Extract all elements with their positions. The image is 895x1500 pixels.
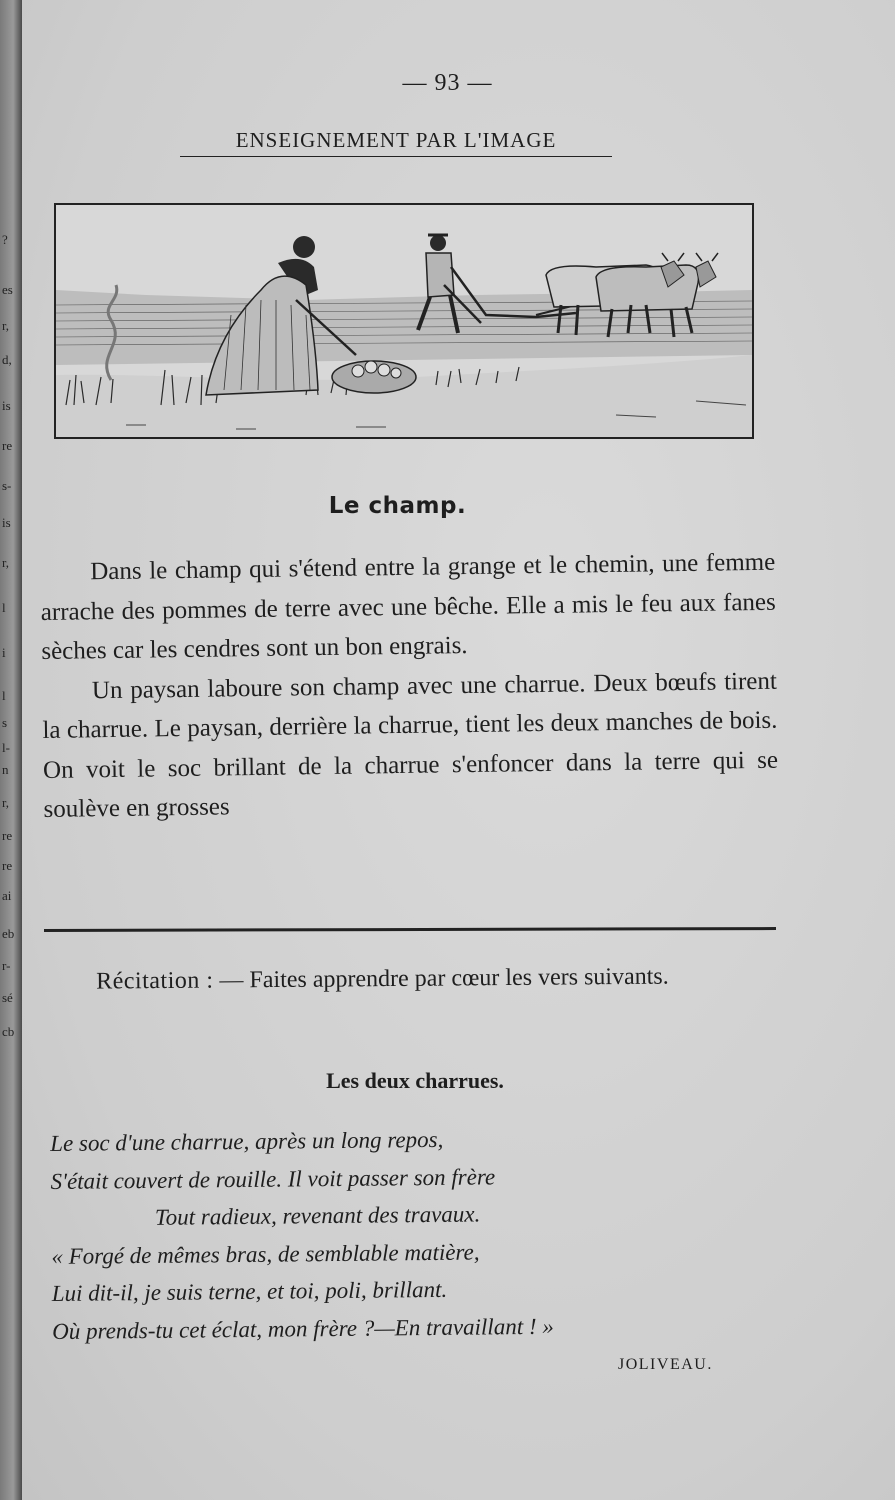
farm-field-engraving-icon [54,203,754,439]
prev-page-fragment: l [2,688,6,703]
recitation-instruction [48,956,783,1002]
prev-page-fragment: s- [2,478,12,493]
prev-page-fragment: is [2,515,11,530]
recitation-text: — Faites apprendre par cœur les vers suivants. [219,963,669,994]
recitation-label: Récitation : [96,967,214,995]
lesson-title: Le champ. [328,493,467,519]
prev-page-fragment: eb [2,926,15,941]
poem-line: Tout radieux, revenant des travaux. [154,1201,481,1230]
prev-page-fragment: r, [2,795,10,810]
poem-title: Les deux charrues. [326,1068,504,1093]
section-title: ENSEIGNEMENT PAR L'IMAGE [180,128,612,157]
poem-line: « Forgé de mêmes bras, de semblable matière, [51,1239,480,1269]
previous-page-edge [0,0,22,1500]
prev-page-fragment: re [2,858,13,873]
poem-line: Le soc d'une charrue, après un long repos, [50,1126,444,1156]
page-number: — 93 — [402,70,493,96]
prev-page-fragment: i [2,645,6,660]
prev-page-fragment: d, [2,352,12,367]
prev-page-fragment: n [2,762,9,777]
prev-page-fragment: re [2,828,13,843]
prev-page-fragment: is [2,398,11,413]
poem-author: JOLIVEAU. [618,1356,713,1373]
prev-page-fragment: l [2,600,6,615]
poem-line: Où prends-tu cet éclat, mon frère ?—En travaillant ! » [52,1313,554,1344]
prev-page-fragment: sé [2,990,13,1005]
prev-page-fragment: ai [2,888,12,903]
prev-page-fragment: ? [2,232,8,247]
prev-page-fragment: es [2,282,13,297]
poem [50,1117,792,1350]
prev-page-fragment: r, [2,318,10,333]
poem-line: S'était couvert de rouille. Il voit passer son frère [50,1163,496,1194]
prev-page-fragment: r- [2,958,11,973]
prev-page-fragment: r, [2,555,10,570]
prev-page-fragment: re [2,438,13,453]
lesson-body [40,543,779,830]
poem-line: Lui dit-il, je suis terne, et toi, poli, brillant. [51,1276,448,1306]
prev-page-fragment: s [2,715,8,730]
lesson-paragraph: Un paysan laboure son champ avec une charrue. Deux bœufs tirent la charrue. Le paysan, derrière la charrue, tient les deux manches de bois. On voit le soc brillant de la charrue s'enfoncer dans la terre qui se soulève en grosses [42,667,779,823]
prev-page-fragment: l- [2,740,10,755]
lesson-paragraph: Dans le champ qui s'étend entre la grange et le chemin, une femme arrache des pommes de terre avec une bêche. Elle a mis le feu aux fanes sèches car les cendres sont un bon engrais. [40,548,776,665]
prev-page-fragment: cb [2,1024,15,1039]
